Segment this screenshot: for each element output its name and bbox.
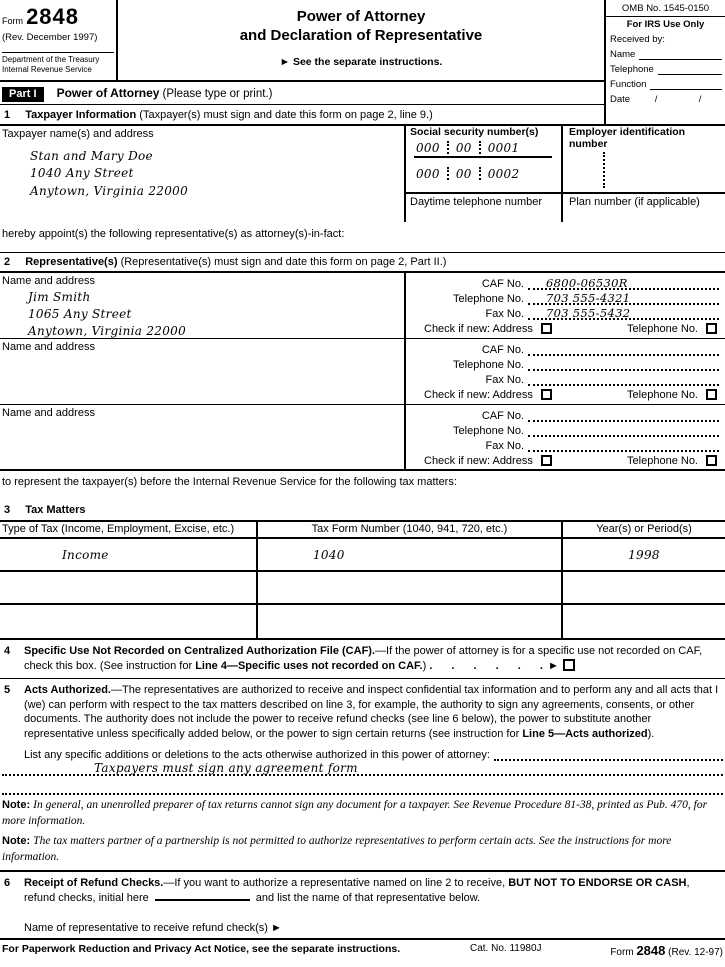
- plan-number-label: Plan number (if applicable): [569, 196, 700, 208]
- ssn2-group-number: 00: [455, 166, 472, 181]
- line6-bold1: BUT NOT TO ENDORSE OR CASH: [508, 877, 687, 890]
- tax-row2-years: [563, 572, 725, 603]
- header-section: [0, 0, 725, 124]
- rep2-new-address-checkbox[interactable]: [541, 389, 552, 400]
- ssn2-area-number: 000: [416, 166, 440, 181]
- irs-name-blank[interactable]: [639, 49, 722, 60]
- check-if-new-telephone-label: Telephone No.: [627, 388, 698, 401]
- line6-text3: and list the name of that representative below.: [255, 891, 481, 904]
- agency-line-1: Department of the Treasury: [2, 55, 100, 64]
- rep1-street-value[interactable]: 1065 Any Street: [28, 306, 132, 321]
- line4-specific-use-checkbox[interactable]: [563, 659, 575, 671]
- line2-subtitle: (Representative(s) must sign and date this form on page 2, Part II.): [120, 256, 447, 268]
- initial-here-blank[interactable]: [155, 891, 250, 901]
- tax-row1-years: 1998: [628, 548, 660, 562]
- rep1-caf-value: 6800-06530R: [546, 276, 628, 290]
- line1-heading: [0, 107, 604, 121]
- footer-form-word: Form: [610, 947, 634, 959]
- note1-label: Note:: [2, 799, 31, 812]
- tax-row2-form: [258, 572, 563, 603]
- rep1-name-value[interactable]: Jim Smith: [28, 290, 91, 304]
- refund-representative-name-label: Name of representative to receive refund check(s) ►: [24, 922, 282, 935]
- rep3-telephone-value: [528, 423, 546, 437]
- irs-date-blank[interactable]: [634, 94, 722, 105]
- form-revision: (Rev. December 1997): [2, 32, 98, 43]
- ssn-label: Social security number(s): [410, 126, 539, 138]
- form-title-line1: Power of Attorney: [296, 8, 426, 25]
- form-word: Form: [2, 16, 23, 26]
- note-1: [0, 795, 725, 831]
- line5-text1: —The representatives are authorized to receive and inspect confidential tax information and to perform any and all acts that I (we) can perform with respect to the tax matters described on line 3, for example, the authority to sign any agreements, consents, or other documents. The authority does not include the power to receive refund checks (see line 6 below), the power to substitute another representative unless specifically added below, or the power to sign certain returns (see instruction for: [24, 684, 719, 740]
- line5-number: 5: [4, 684, 11, 697]
- irs-telephone-label: Telephone: [610, 64, 654, 75]
- check-if-new-address-label: Check if new: Address: [424, 388, 533, 401]
- rep2-fax-value: [528, 372, 546, 386]
- ssn2-field[interactable]: [414, 167, 552, 181]
- rep3-new-telephone-checkbox[interactable]: [706, 455, 717, 466]
- rep-name-address-label: Name and address: [2, 275, 95, 287]
- tax-table-row-1[interactable]: [0, 539, 725, 572]
- rep1-caf-field[interactable]: [528, 276, 719, 290]
- taxpayer-city-value[interactable]: Anytown, Virginia 22000: [30, 183, 189, 198]
- catalog-number: Cat. No. 11980J: [470, 943, 542, 955]
- line6-section: [0, 872, 725, 908]
- taxpayer-name-address-label: Taxpayer name(s) and address: [2, 128, 154, 140]
- line4-bold-ref: Line 4—Specific uses not recorded on CAF.: [195, 659, 423, 672]
- irs-name-label: Name: [610, 49, 636, 60]
- rep1-new-telephone-checkbox[interactable]: [706, 323, 717, 334]
- represent-line: [0, 471, 725, 501]
- part1-heading: [0, 84, 604, 105]
- representative-block-1: [0, 273, 725, 339]
- irs-use-only-title: For IRS Use Only: [626, 19, 705, 30]
- tax-header-years: Year(s) or Period(s): [596, 523, 692, 535]
- refund-representative-name-row[interactable]: [0, 908, 725, 940]
- part1-badge: Part I: [2, 87, 44, 102]
- received-by-label: Received by:: [610, 34, 665, 45]
- tax-row3-type: [0, 605, 258, 638]
- additions-deletions-leader[interactable]: [494, 747, 723, 761]
- line5-text2: ).: [647, 727, 655, 740]
- form-title-line2: and Declaration of Representative: [239, 26, 483, 44]
- date-slash: /: [654, 94, 658, 105]
- rep1-new-address-checkbox[interactable]: [541, 323, 552, 334]
- line6-title: Receipt of Refund Checks.: [24, 877, 164, 890]
- rep3-new-address-checkbox[interactable]: [541, 455, 552, 466]
- rep3-caf-value: [528, 408, 546, 422]
- fax-label: Fax No.: [485, 374, 524, 386]
- line5-title: Acts Authorized.: [24, 684, 111, 697]
- rep3-telephone-field[interactable]: [528, 423, 719, 437]
- rep1-fax-field[interactable]: [528, 306, 719, 320]
- telephone-label: Telephone No.: [453, 359, 524, 371]
- representative-block-2: [0, 339, 725, 405]
- tax-row3-form: [258, 605, 563, 638]
- check-if-new-address-label: Check if new: Address: [424, 322, 533, 335]
- rep2-caf-field[interactable]: [528, 342, 719, 356]
- note2-label: Note:: [2, 835, 31, 848]
- taxpayer-street-value[interactable]: 1040 Any Street: [30, 166, 134, 181]
- additions-deletions-line-2[interactable]: [2, 783, 723, 795]
- handwritten-addition: Taxpayers must sign any agreement form: [94, 761, 358, 776]
- footer-form-number: 2848: [636, 943, 666, 959]
- line1-title: Taxpayer Information: [25, 109, 137, 121]
- line5-bold-ref: Line 5—Acts authorized: [522, 727, 648, 740]
- line4-text1: —If the power of attorney is for a specific use not recorded on CAF, check this box. (See instruction for: [24, 645, 703, 672]
- line3-title: Tax Matters: [25, 504, 86, 516]
- rep2-name-address-cell[interactable]: [0, 339, 406, 404]
- arrow-icon: ►: [548, 659, 559, 672]
- line3-number: 3: [4, 504, 11, 516]
- line5-section: [0, 679, 725, 744]
- part1-subtitle: (Please type or print.): [162, 88, 273, 100]
- daytime-phone-label: Daytime telephone number: [410, 196, 543, 208]
- check-if-new-telephone-label: Telephone No.: [627, 322, 698, 335]
- irs-use-only-box: [604, 0, 725, 124]
- line1-subtitle: (Taxpayer(s) must sign and date this form on page 2, line 9.): [139, 109, 433, 121]
- rep2-telephone-value: [528, 357, 546, 371]
- ssn1-area-number: 000: [416, 140, 440, 155]
- footer-form-id: [590, 943, 723, 958]
- line6-number: 6: [4, 877, 11, 890]
- note1-text: In general, an unenrolled preparer of tax returns cannot sign any document for a taxpayer. See Revenue Procedure 81-38, printed as Pub. 470, for more information.: [2, 799, 708, 827]
- agency-line-2: Internal Revenue Service: [2, 65, 92, 74]
- rep2-caf-value: [528, 342, 546, 356]
- tax-header-type: Type of Tax (Income, Employment, Excise, etc.): [0, 522, 258, 537]
- caf-label: CAF No.: [481, 278, 524, 290]
- rep-name-address-label: Name and address: [2, 407, 95, 419]
- tax-row3-years: [563, 605, 725, 638]
- rep1-fax-value: 703 555-5432: [546, 306, 631, 320]
- rep1-telephone-value: 703 555-4321: [546, 291, 631, 305]
- ssn1-field[interactable]: [414, 141, 552, 158]
- ein-dotted-guide: [603, 152, 605, 188]
- irs-telephone-blank[interactable]: [658, 64, 722, 75]
- form-id-block: [0, 0, 118, 80]
- line6-text2: , refund checks, initial here: [24, 877, 690, 904]
- line5-list-label: List any specific additions or deletions to the acts otherwise authorized in this power of attorney:: [24, 749, 490, 762]
- footer-form-rev: (Rev. 12-97): [668, 947, 723, 959]
- form-number: 2848: [26, 4, 80, 29]
- line4-number: 4: [4, 645, 11, 657]
- represent-text: to represent the taxpayer(s) before the Internal Revenue Service for the following tax matters:: [2, 476, 457, 488]
- rep2-telephone-field[interactable]: [528, 357, 719, 371]
- fax-label: Fax No.: [485, 308, 524, 320]
- taxpayer-name-address-cell[interactable]: [0, 126, 406, 222]
- rep1-telephone-field[interactable]: [528, 291, 719, 305]
- line1-number: 1: [4, 109, 11, 121]
- ssn1-group-number: 00: [455, 140, 472, 155]
- taxpayer-info-section: [0, 124, 725, 222]
- tax-table-row-3[interactable]: [0, 605, 725, 638]
- line2-title: Representative(s): [25, 256, 118, 268]
- telephone-label: Telephone No.: [453, 425, 524, 437]
- omb-number: OMB No. 1545-0150: [606, 0, 725, 17]
- line2-number: 2: [4, 256, 11, 268]
- hereby-appoints-text: hereby appoint(s) the following representative(s) as attorney(s)-in-fact:: [2, 228, 345, 240]
- caf-label: CAF No.: [481, 410, 524, 422]
- daytime-phone-cell[interactable]: [406, 194, 563, 222]
- line4-text2: ): [422, 659, 427, 672]
- rep3-caf-field[interactable]: [528, 408, 719, 422]
- date-slash: /: [698, 94, 702, 105]
- irs-date-label: Date: [610, 94, 631, 105]
- tax-table-row-2[interactable]: [0, 572, 725, 605]
- representative-block-3: [0, 405, 725, 471]
- rep3-fax-value: [528, 438, 546, 452]
- form-footer: [0, 940, 725, 958]
- note2-text: The tax matters partner of a partnership is not permitted to authorize representatives to perform certain acts. See the instructions for more information.: [2, 835, 672, 863]
- rep1-name-address-cell[interactable]: [0, 273, 406, 338]
- ssn-cell: [406, 126, 563, 192]
- plan-number-cell[interactable]: [563, 194, 725, 222]
- tax-row1-form: 1040: [258, 539, 563, 570]
- hereby-appoints-line: [0, 222, 725, 253]
- divider: [2, 52, 114, 53]
- ein-cell[interactable]: [563, 126, 725, 192]
- ein-label: Employer identification number: [569, 126, 686, 150]
- rep2-new-telephone-checkbox[interactable]: [706, 389, 717, 400]
- irs-function-label: Function: [610, 79, 647, 90]
- line3-heading: [0, 501, 725, 520]
- note-2: [0, 831, 725, 867]
- rep1-city-value[interactable]: Anytown, Virginia 22000: [28, 323, 187, 338]
- rep2-fax-field[interactable]: [528, 372, 719, 386]
- tax-header-form-number: Tax Form Number (1040, 941, 720, etc.): [258, 522, 563, 537]
- see-instructions-note: ► See the separate instructions.: [279, 55, 443, 68]
- telephone-label: Telephone No.: [453, 293, 524, 305]
- irs-function-blank[interactable]: [650, 79, 722, 90]
- line4-title: Specific Use Not Recorded on Centralized Authorization File (CAF).: [24, 645, 376, 657]
- rep-name-address-label: Name and address: [2, 341, 95, 353]
- line6-text1: —If you want to authorize a representative named on line 2 to receive,: [163, 877, 509, 890]
- additions-deletions-line-1[interactable]: [2, 761, 723, 776]
- rep3-name-address-cell[interactable]: [0, 405, 406, 469]
- line5-list-line: [0, 744, 725, 761]
- taxpayer-name-value[interactable]: Stan and Mary Doe: [30, 149, 153, 163]
- form-title-block: [118, 0, 604, 80]
- part1-title: Power of Attorney: [56, 86, 160, 100]
- rep3-fax-field[interactable]: [528, 438, 719, 452]
- line2-heading: [0, 253, 725, 273]
- ssn2-serial-number: 0002: [487, 166, 520, 181]
- ssn1-serial-number: 0001: [487, 140, 520, 155]
- tax-matters-table: [0, 520, 725, 640]
- fax-label: Fax No.: [485, 440, 524, 452]
- line4-section: [0, 640, 725, 679]
- check-if-new-address-label: Check if new: Address: [424, 454, 533, 467]
- notes-section: [0, 795, 725, 872]
- divider: [0, 80, 604, 82]
- check-if-new-telephone-label: Telephone No.: [627, 454, 698, 467]
- caf-label: CAF No.: [481, 344, 524, 356]
- paperwork-notice: For Paperwork Reduction and Privacy Act Notice, see the separate instructions.: [2, 943, 401, 956]
- tax-row1-type: Income: [0, 539, 258, 570]
- leader-dots: . . . . . .: [429, 659, 545, 672]
- tax-row2-type: [0, 572, 258, 603]
